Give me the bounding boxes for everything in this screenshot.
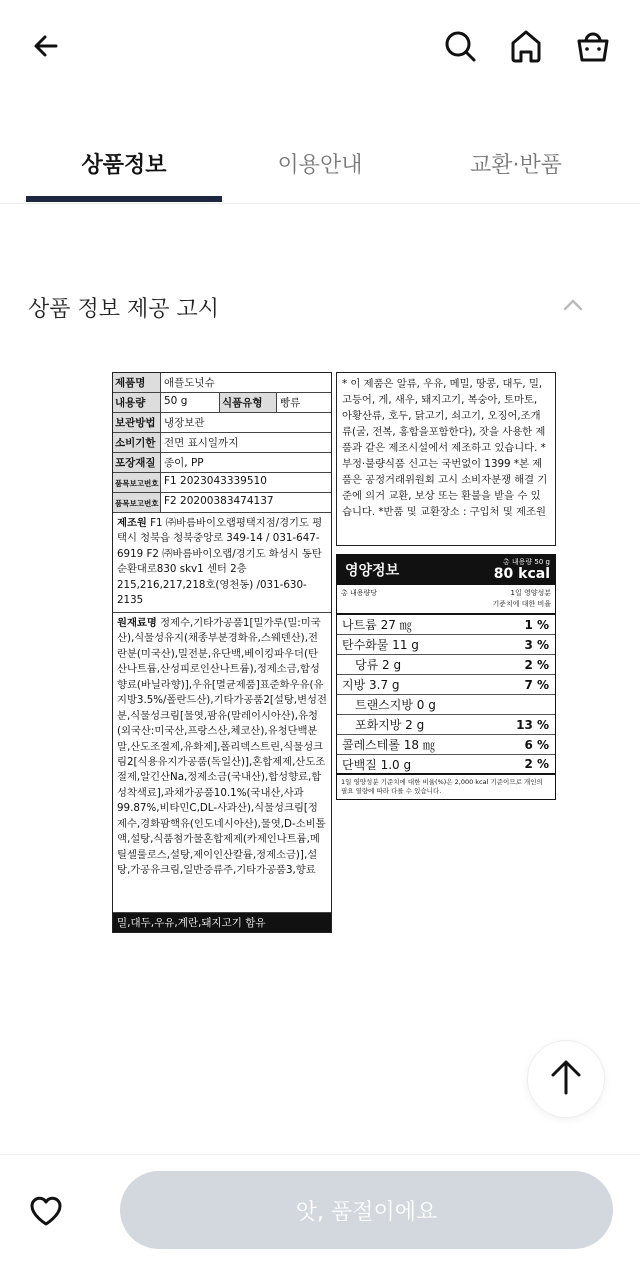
allergen-bar: 밀,대두,우유,계란,돼지고기 함유 bbox=[113, 913, 331, 932]
section-title[interactable]: 상품 정보 제공 고시 bbox=[28, 297, 219, 322]
nutrition-row bbox=[337, 675, 555, 695]
label-value: 종이, PP bbox=[164, 457, 204, 469]
nutrition-row bbox=[337, 755, 555, 775]
nutrition-header bbox=[337, 555, 555, 585]
label-key: 품목보고번호 bbox=[113, 473, 161, 492]
nutrient-name: 포화지방 2 g bbox=[355, 718, 425, 732]
nutrient-percent: 2 % bbox=[524, 657, 549, 672]
label-key: 제조원 bbox=[117, 517, 147, 529]
label-value: F2 20200383474137 bbox=[164, 495, 274, 507]
label-value: 냉장보관 bbox=[164, 417, 205, 429]
nutrient-name: 당류 2 g bbox=[355, 658, 402, 672]
label-key: 제품명 bbox=[113, 373, 161, 392]
nutrient-percent: 13 % bbox=[516, 717, 549, 732]
notice-box: * 이 제품은 알류, 우유, 메밀, 땅콩, 대두, 밀, 고등어, 게, 새우, 돼지고기, 복숭아, 토마토, 아황산류, 호두, 닭고기, 쇠고기, 오징어,조개류(굴, 전복, 홍합을포함한다), 잣을 사용한 제품과 같은 제조시설에서 제조하고 있습니다. *부정·불량식품 신고는 국번없이 1399 *본 제품은 공정거래위원회 고시 소비자분쟁 해결 기준에 의거 교환, 보상 또는 환불을 받을 수 있습니다. *반품 및 교환장소 : 구입처 및 제조원 bbox=[336, 372, 556, 546]
label-key: 포장재질 bbox=[113, 453, 161, 472]
nutrient-name: 트랜스지방 0 g bbox=[355, 698, 436, 712]
nutrient-percent: 2 % bbox=[524, 757, 549, 771]
arrow-up-icon bbox=[548, 1057, 584, 1101]
nutrition-footnote: 1일 영양성분 기준치에 대한 비율(%)은 2,000 kcal 기준이므로 개인의 필요 열량에 따라 다를 수 있습니다. bbox=[341, 778, 543, 796]
ingredients-block bbox=[113, 613, 331, 913]
scroll-top-button[interactable] bbox=[527, 1040, 605, 1118]
nutrition-title: 영양정보 bbox=[345, 563, 400, 579]
nutrition-row bbox=[337, 715, 555, 735]
manufacturer-block bbox=[113, 513, 331, 613]
label-value: 빵류 bbox=[280, 397, 301, 409]
tab-exchange-return[interactable]: 교환·반품 bbox=[469, 153, 562, 178]
nutrient-name: 나트륨 27 ㎎ bbox=[342, 618, 412, 632]
search-icon[interactable] bbox=[440, 26, 480, 66]
arrow-left-icon[interactable] bbox=[26, 26, 66, 66]
tab-usage-guide[interactable]: 이용안내 bbox=[277, 153, 363, 178]
label-key: 내용량 bbox=[113, 393, 161, 412]
label-value: 애플도넛슈 bbox=[164, 377, 215, 389]
label-value: F1 ㈜바름바이오랩평택지점/경기도 평택시 청북읍 청북중앙로 349-14 / 031-647-6919 F2 ㈜바름바이오랩/경기도 화성시 동탄순환대로830 skv1 센터 2층 215,216,217,218호(영천동) /031-630-2135 bbox=[117, 517, 323, 607]
label-value: F1 2023043339510 bbox=[164, 475, 267, 487]
nutrient-name: 탄수화물 11 g bbox=[342, 638, 419, 652]
label-key: 품목보고번호 bbox=[113, 493, 161, 512]
nutrient-name: 단백질 1.0 g bbox=[342, 757, 412, 772]
chevron-up-icon[interactable] bbox=[558, 290, 588, 320]
bottom-action-bar bbox=[0, 1154, 640, 1261]
nutrition-sub-left: 총 내용량당 bbox=[341, 589, 378, 597]
product-label-image bbox=[112, 372, 556, 934]
label-value: 정제수,기타가공품1[밀가루(밀:미국산),식물성유지(채종부분경화유,스웨덴산),전란분(미국산),밀전분,유단백,베이킹파우더(탄산나트륨,산성피로인산나트륨),정제소금,합성향료(바닐라향)],우유[멸균제품]표준화우유(유지방3.5%/폴란드산),기타가공품2[설탕,변성전분,식물성크림[물엿,팜유(말레이시아산),유청(외국산:미국산,프랑스산,체코산),유청단백분말,산도조절제,유화제],폴리덱스트린,식물성크림2[식용유지가공품(독일산)],혼합제제,산도조절제,알긴산Na,정제소금(국내산),합성향료,합성착색료],과채가공품10.1%(국내산,사과99.87%,비타민C,DL-사과산),식물성크림[정제수,경화팜핵유(인도네시아산),물엿,D-소비톨액,설탕,식품첨가물혼합제제(카제인나트륨,메틸셀룰로스,설탕,제이인산칼륨,정제소금)],설탕,가공유크림,일반증류주,기타가공품3,향료 bbox=[117, 617, 327, 876]
nutrition-row bbox=[337, 695, 555, 715]
nutrition-subheader bbox=[337, 585, 555, 615]
label-key: 보관방법 bbox=[113, 413, 161, 432]
nutrition-row bbox=[337, 635, 555, 655]
nutrient-name: 콜레스테롤 18 ㎎ bbox=[342, 738, 435, 752]
shopping-bag-icon[interactable] bbox=[573, 26, 613, 66]
nutrition-kcal: 80 kcal bbox=[493, 566, 550, 582]
nutrition-row bbox=[337, 615, 555, 635]
label-key: 원재료명 bbox=[117, 617, 157, 629]
header-divider bbox=[34, 86, 606, 94]
nutrition-serving: 총 내용량 50 g bbox=[502, 558, 550, 566]
nutrient-name: 지방 3.7 g bbox=[342, 678, 400, 692]
label-value: 50 g bbox=[164, 395, 188, 407]
sold-out-button[interactable]: 앗, 품절이에요 bbox=[120, 1171, 613, 1249]
nutrient-percent: 3 % bbox=[524, 637, 549, 652]
nutrition-row bbox=[337, 735, 555, 755]
label-key: 소비기한 bbox=[113, 433, 161, 452]
home-icon[interactable] bbox=[506, 26, 546, 66]
nutrient-percent: 6 % bbox=[524, 737, 549, 752]
nutrition-facts bbox=[336, 554, 556, 800]
tab-product-info[interactable]: 상품정보 bbox=[81, 153, 167, 178]
label-key: 식품유형 bbox=[219, 393, 277, 412]
active-tab-indicator bbox=[26, 196, 222, 202]
nutrition-row bbox=[337, 655, 555, 675]
nutrition-sub-right: 1일 영양성분 bbox=[510, 589, 551, 597]
nutrient-percent: 1 % bbox=[524, 617, 549, 632]
app-header bbox=[0, 0, 640, 94]
product-tabs bbox=[0, 126, 640, 204]
heart-icon[interactable] bbox=[26, 1191, 66, 1231]
label-info-table bbox=[112, 372, 332, 933]
nutrient-percent: 7 % bbox=[524, 677, 549, 692]
label-value: 전면 표시일까지 bbox=[164, 437, 239, 449]
nutrition-sub-right: 기준치에 대한 비율 bbox=[492, 599, 551, 608]
